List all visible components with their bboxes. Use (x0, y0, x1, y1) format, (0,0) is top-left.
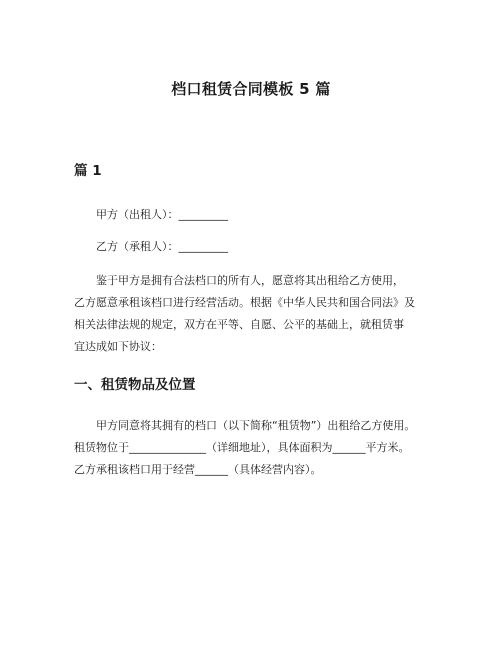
section-1-line: 甲方同意将其拥有的档口（以下简称“租赁物”）出租给乙方使用。 (96, 419, 416, 432)
intro-line: 宜达成如下协议： (74, 340, 162, 353)
document-title: 档口租赁合同模板 5 篇 (171, 80, 331, 98)
section-1-paragraph (74, 415, 474, 481)
section-1-line: 乙方承租该档口用于经营______（具体经营内容）。 (74, 463, 322, 476)
party-b-text: 乙方（承租人）：_________ (96, 240, 228, 253)
intro-line: 乙方愿意承租该档口进行经营活动。根据《中华人民共和国合同法》及 (74, 296, 415, 309)
intro-line: 鉴于甲方是拥有合法档口的所有人，愿意将其出租给乙方使用， (96, 274, 404, 287)
section-1-heading: 一、租赁物品及位置 (74, 377, 196, 393)
intro-paragraph (74, 270, 474, 358)
part-heading: 篇 1 (74, 163, 102, 179)
party-b-line (74, 236, 474, 258)
party-a-text: 甲方（出租人）：_________ (96, 208, 228, 221)
intro-line: 相关法律法规的规定，双方在平等、自愿、公平的基础上，就租赁事 (74, 318, 404, 331)
party-a-line (74, 204, 474, 226)
section-1-line: 租赁物位于______________（详细地址），具体面积为______平方米。 (74, 441, 410, 454)
